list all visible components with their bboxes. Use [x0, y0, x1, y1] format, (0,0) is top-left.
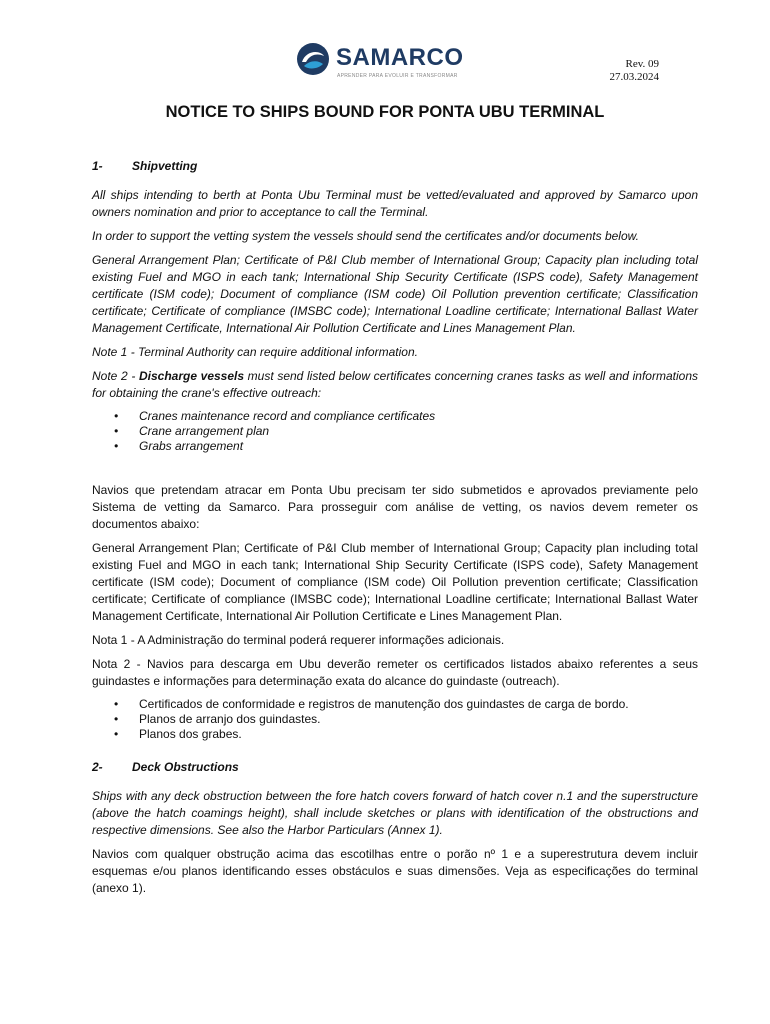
list-item-text: Crane arrangement plan: [139, 424, 270, 438]
section-2-pt-paragraph-1: Navios com qualquer obstrução acima das escotilhas entre o porão nº 1 e a superestrutura devem incluir esquemas e/ou planos identificando esses obstáculos e suas dimensões. Veja as especificações do terminal (anexo 1).: [92, 847, 698, 895]
section-2-heading: [92, 759, 698, 776]
section-2-title: Deck Obstructions: [132, 760, 239, 774]
note-2-prefix: Note 2 -: [92, 369, 139, 383]
section-2-number: 2-: [92, 760, 103, 774]
bullet-icon: •: [114, 439, 119, 453]
list-item-text: Grabs arrangement: [139, 439, 244, 453]
list-item-text: Planos de arranjo dos guindastes.: [139, 712, 321, 726]
bullet-icon: •: [114, 712, 119, 726]
logo-tagline: APRENDER PARA EVOLUIR E TRANSFORMAR: [337, 73, 458, 79]
list-item-text: Planos dos grabes.: [139, 727, 242, 741]
note-2-bold: Discharge vessels: [138, 369, 245, 383]
section-1-pt-note-1: Nota 1 - A Administração do terminal poderá requerer informações adicionais.: [92, 633, 505, 647]
logo-wordmark: SAMARCO: [336, 44, 464, 71]
section-1-en-note-2: [92, 368, 698, 402]
section-1-pt-paragraph-1: Navios que pretendam atracar em Ponta Ubu precisam ter sido submetidos e aprovados previamente pelo Sistema de vetting da Samarco. Para prosseguir com análise de vetting, os navios devem remeter os documentos abaixo:: [92, 483, 698, 531]
list-item-text: Certificados de conformidade e registros de manutenção dos guindastes de carga de bordo.: [139, 697, 629, 711]
note-2-rest: must send listed below certificates concerning cranes tasks as well and informations for obtaining the crane's effective outreach:: [92, 369, 698, 400]
section-1-number: 1-: [92, 159, 103, 173]
section-1-pt-note-2: Nota 2 - Navios para descarga em Ubu deverão remeter os certificados listados abaixo referentes a seus guindastes e informações para determinação exata do alcance do guindaste (outreach).: [92, 657, 698, 688]
revision-block: [610, 58, 660, 84]
revision-date: 27.03.2024: [609, 71, 659, 83]
list-item: [92, 727, 698, 742]
section-1-en-paragraph-3: General Arrangement Plan; Certificate of P&I Club member of International Group; Capacity plan including total existing Fuel and MGO in each tank; International Ship Security Certificate (ISPS code), Safety Management certificate (ISM code); Document of compliance (ISM code) Oil Pollution prevention certificate; Classification certificate; Certificate of compliance (IMSBC code); International Loadline certificate; International Ballast Water Management Certificate, International Air Pollution Certificate and Lines Management Plan.: [92, 253, 698, 335]
bullet-icon: •: [114, 727, 119, 741]
section-1-en-paragraph-2: In order to support the vetting system the vessels should send the certificates and/or documents below.: [92, 229, 639, 243]
samarco-logo-icon: [296, 42, 330, 76]
section-1-heading: [92, 158, 698, 175]
list-item: [92, 697, 698, 712]
list-item: [92, 409, 698, 424]
document-body: [92, 158, 698, 904]
section-1-en-paragraph-1: All ships intending to berth at Ponta Ubu Terminal must be vetted/evaluated and approved by Samarco upon owners nomination and prior to acceptance to call the Terminal.: [92, 188, 698, 219]
section-1-pt-paragraph-2: General Arrangement Plan; Certificate of P&I Club member of International Group; Capacity plan including total existing Fuel and MGO in each tank; International Ship Security Certificate (ISPS code), Safety Management certificate (ISM code); Document of compliance (ISM code) Oil Pollution prevention certificate; Classification certificate; Certificate of compliance (IMSBC code); International Loadline certificate; International Ballast Water Management Certificate, International Air Pollution Certificate e Lines Management Plan.: [92, 541, 698, 623]
section-1-title: Shipvetting: [132, 159, 198, 173]
section-1-en-bullet-list: [92, 409, 698, 454]
document-title: NOTICE TO SHIPS BOUND FOR PONTA UBU TERMINAL: [165, 103, 605, 121]
section-1-en-note-1: Note 1 - Terminal Authority can require additional information.: [92, 345, 418, 359]
list-item: [92, 712, 698, 727]
list-item: [92, 439, 698, 454]
samarco-logo: [296, 42, 466, 84]
revision-number: Rev. 09: [625, 58, 659, 70]
section-1-pt-bullet-list: [92, 697, 698, 742]
bullet-icon: •: [114, 697, 119, 711]
bullet-icon: •: [114, 424, 119, 438]
bullet-icon: •: [114, 409, 119, 423]
section-2-en-paragraph-1: Ships with any deck obstruction between the fore hatch covers forward of hatch cover n.1 and the superstructure (above the hatch coamings height), shall include sketches or plans with identification of the obstructions and respective dimensions. See also the Harbor Particulars (Annex 1).: [92, 789, 698, 837]
list-item: [92, 424, 698, 439]
list-item-text: Cranes maintenance record and compliance certificates: [139, 409, 436, 423]
